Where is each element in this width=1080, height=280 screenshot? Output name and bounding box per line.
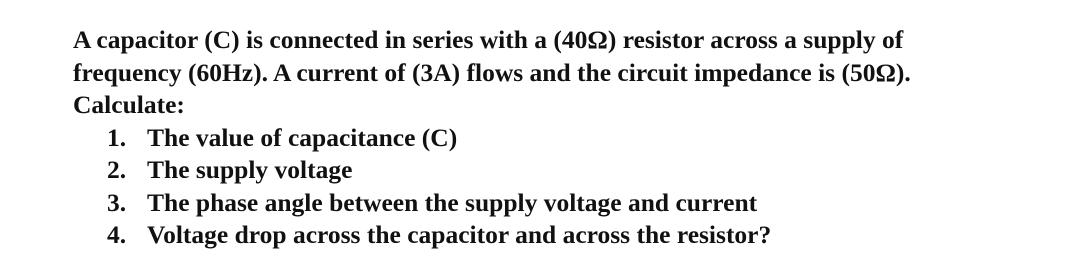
task-text: The phase angle between the supply voltage and current xyxy=(147,187,758,217)
question-line-1: A capacitor (C) is connected in series with a (40Ω) resistor across a supply of xyxy=(73,25,904,54)
task-text: The supply voltage xyxy=(147,155,353,184)
question-document xyxy=(73,24,1063,252)
task-text: The value of capacitance (C) xyxy=(147,122,458,152)
task-number: 3. xyxy=(107,187,127,217)
task-item-4 xyxy=(73,219,1063,252)
task-item-2 xyxy=(73,154,1063,187)
task-text: Voltage drop across the capacitor and across the resistor? xyxy=(147,220,772,249)
calculate-heading: Calculate: xyxy=(73,90,185,119)
task-number: 4. xyxy=(107,220,127,249)
task-item-1 xyxy=(73,122,1063,155)
task-number: 1. xyxy=(107,122,127,152)
question-line-2: frequency (60Hz). A current of (3A) flows and the circuit impedance is (50Ω). xyxy=(73,57,911,87)
task-list xyxy=(73,122,1063,252)
task-item-3 xyxy=(73,187,1063,220)
task-number: 2. xyxy=(107,155,127,184)
